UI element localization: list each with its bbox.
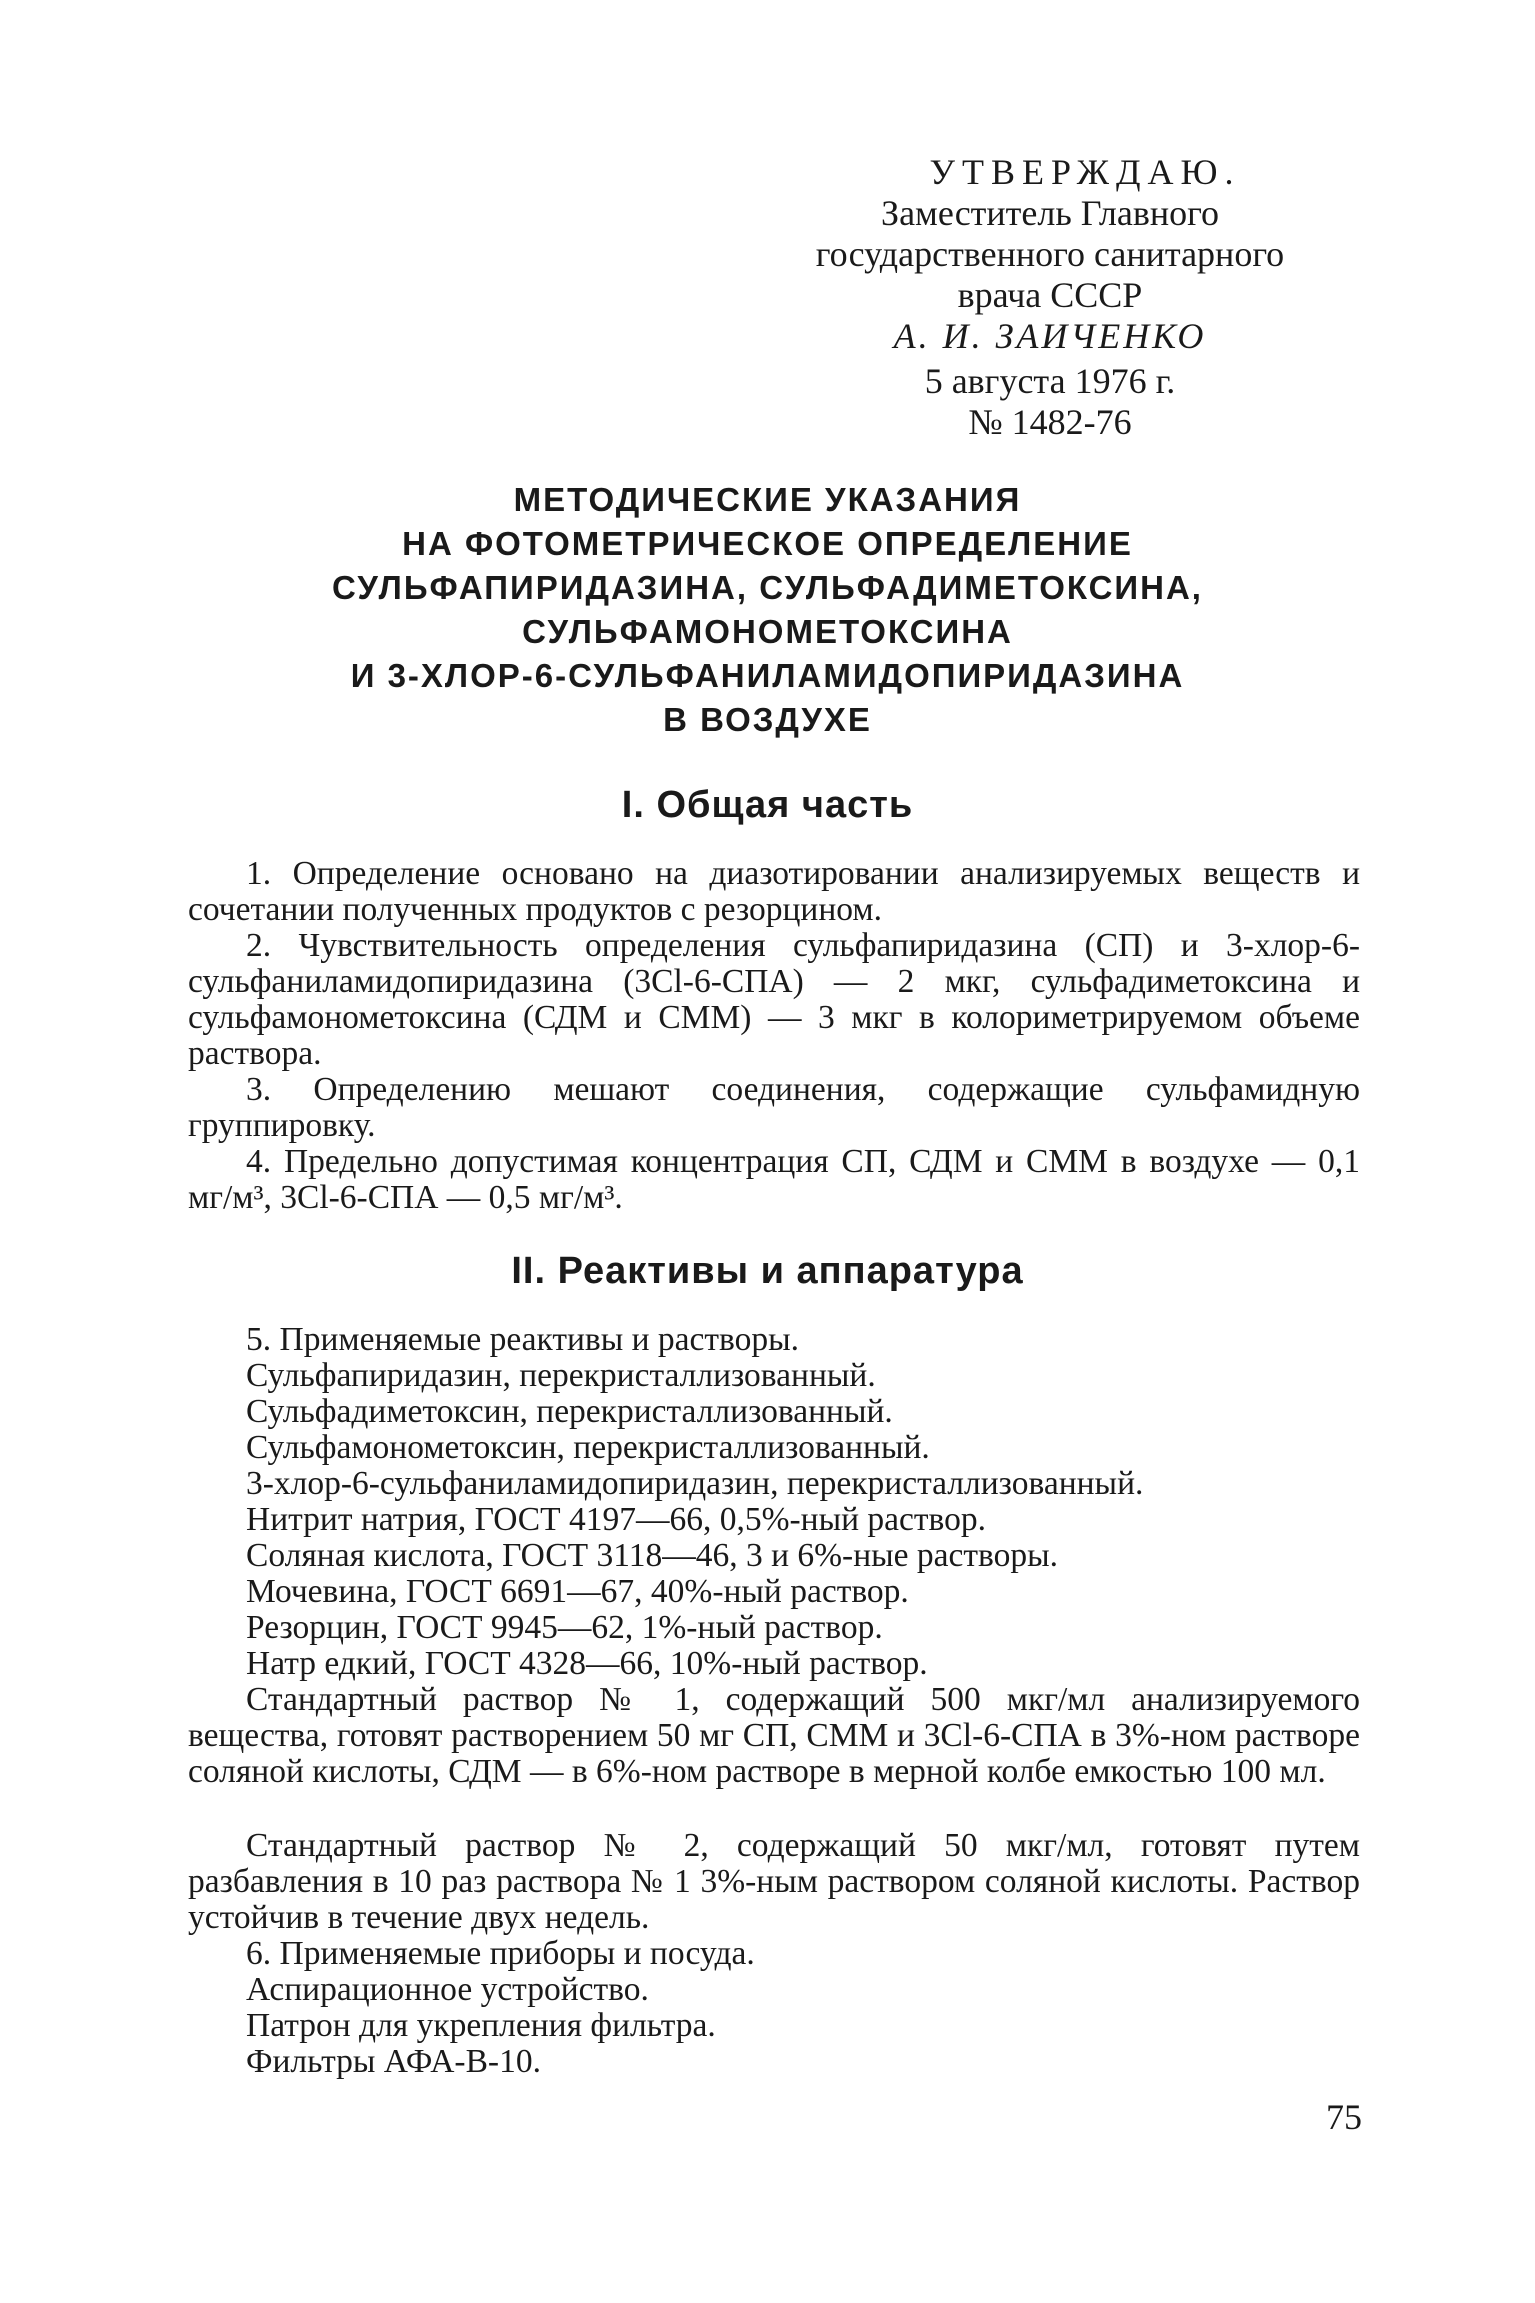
title-line: В ВОЗДУХЕ xyxy=(663,701,872,738)
equipment-line: Патрон для укрепления фильтра. xyxy=(246,2007,716,2044)
equipment-line: Фильтры АФА-В-10. xyxy=(246,2043,541,2080)
approval-number: № 1482-76 xyxy=(968,402,1132,442)
reagent-line: Мочевина, ГОСТ 6691—67, 40%-ный раствор. xyxy=(246,1573,909,1610)
reagent-line: 3-хлор-6-сульфаниламидопиридазин, перекристаллизованный. xyxy=(246,1465,1144,1502)
section-1-heading: I. Общая часть xyxy=(621,784,914,826)
reagent-line: Сульфапиридазин, перекристаллизованный. xyxy=(246,1357,876,1394)
section-1-item-3: 3. Определению мешают соединения, содержащие сульфамидную группировку. xyxy=(188,1071,1360,1144)
document-title xyxy=(180,478,1355,742)
reagent-line: Сульфамонометоксин, перекристаллизованный. xyxy=(246,1429,930,1466)
approver-position-line-2: государственного санитарного xyxy=(815,234,1285,274)
reagent-line: Соляная кислота, ГОСТ 3118—46, 3 и 6%-ные растворы. xyxy=(246,1537,1058,1574)
reagent-line: Сульфадиметоксин, перекристаллизованный. xyxy=(246,1393,893,1430)
equipment-line: Аспирационное устройство. xyxy=(246,1971,649,2008)
section-1-item-4: 4. Предельно допустимая концентрация СП, СДМ и СММ в воздухе — 0,1 мг/м³, 3Cl-6-СПА — 0,5 мг/м³. xyxy=(188,1143,1360,1216)
reagent-line: Натр едкий, ГОСТ 4328—66, 10%-ный раствор. xyxy=(246,1645,928,1682)
reagents-list xyxy=(188,1322,1360,1682)
reagent-line: Резорцин, ГОСТ 9945—62, 1%-ный раствор. xyxy=(246,1609,883,1646)
reagent-line: 5. Применяемые реактивы и растворы. xyxy=(246,1321,799,1358)
reagent-line: Нитрит натрия, ГОСТ 4197—66, 0,5%-ный раствор. xyxy=(246,1501,987,1538)
section-1-item-1: 1. Определение основано на диазотировании анализируемых веществ и сочетании полученных продуктов с резорцином. xyxy=(188,855,1360,928)
approver-position-line-3: врача СССР xyxy=(957,275,1143,315)
title-line: И 3-ХЛОР-6-СУЛЬФАНИЛАМИДОПИРИДАЗИНА xyxy=(350,657,1185,694)
approval-date: 5 августа 1976 г. xyxy=(924,361,1176,401)
title-line: СУЛЬФАПИРИДАЗИНА, СУЛЬФАДИМЕТОКСИНА, xyxy=(332,569,1203,606)
standard-solution-2: Стандартный раствор № 2, содержащий 50 мкг/мл, готовят путем разбавления в 10 раз раствора № 1 3%-ным раствором соляной кислоты. Раствор устойчив в течение двух недель. xyxy=(188,1827,1360,1936)
approver-name: А. И. ЗАИЧЕНКО xyxy=(893,316,1207,356)
section-1-item-2: 2. Чувствительность определения сульфапиридазина (СП) и 3-хлор-6-сульфаниламидопиридазина (3Cl-6-СПА) — 2 мкг, сульфадиметоксина и сульфамонометоксина (СДМ и СММ) — 3 мкг в колориметрируемом объеме раствора. xyxy=(188,927,1360,1072)
title-line: СУЛЬФАМОНОМЕТОКСИНА xyxy=(522,613,1013,650)
approval-block xyxy=(790,152,1310,443)
title-line: МЕТОДИЧЕСКИЕ УКАЗАНИЯ xyxy=(513,481,1022,518)
approver-position-line-1: Заместитель Главного xyxy=(881,193,1219,233)
equipment-list xyxy=(188,1936,1360,2080)
section-2-heading: II. Реактивы и аппаратура xyxy=(511,1250,1024,1292)
title-line: НА ФОТОМЕТРИЧЕСКОЕ ОПРЕДЕЛЕНИЕ xyxy=(402,525,1133,562)
page-number: 75 xyxy=(1326,2097,1362,2137)
standard-solution-1: Стандартный раствор № 1, содержащий 500 мкг/мл анализируемого вещества, готовят растворением 50 мг СП, СММ и 3Cl-6-СПА в 3%-ном растворе соляной кислоты, СДМ — в 6%-ном растворе в мерной колбе емкостью 100 мл. xyxy=(188,1681,1360,1790)
equipment-line: 6. Применяемые приборы и посуда. xyxy=(246,1935,755,1972)
approval-heading: УТВЕРЖДАЮ. xyxy=(929,152,1241,192)
